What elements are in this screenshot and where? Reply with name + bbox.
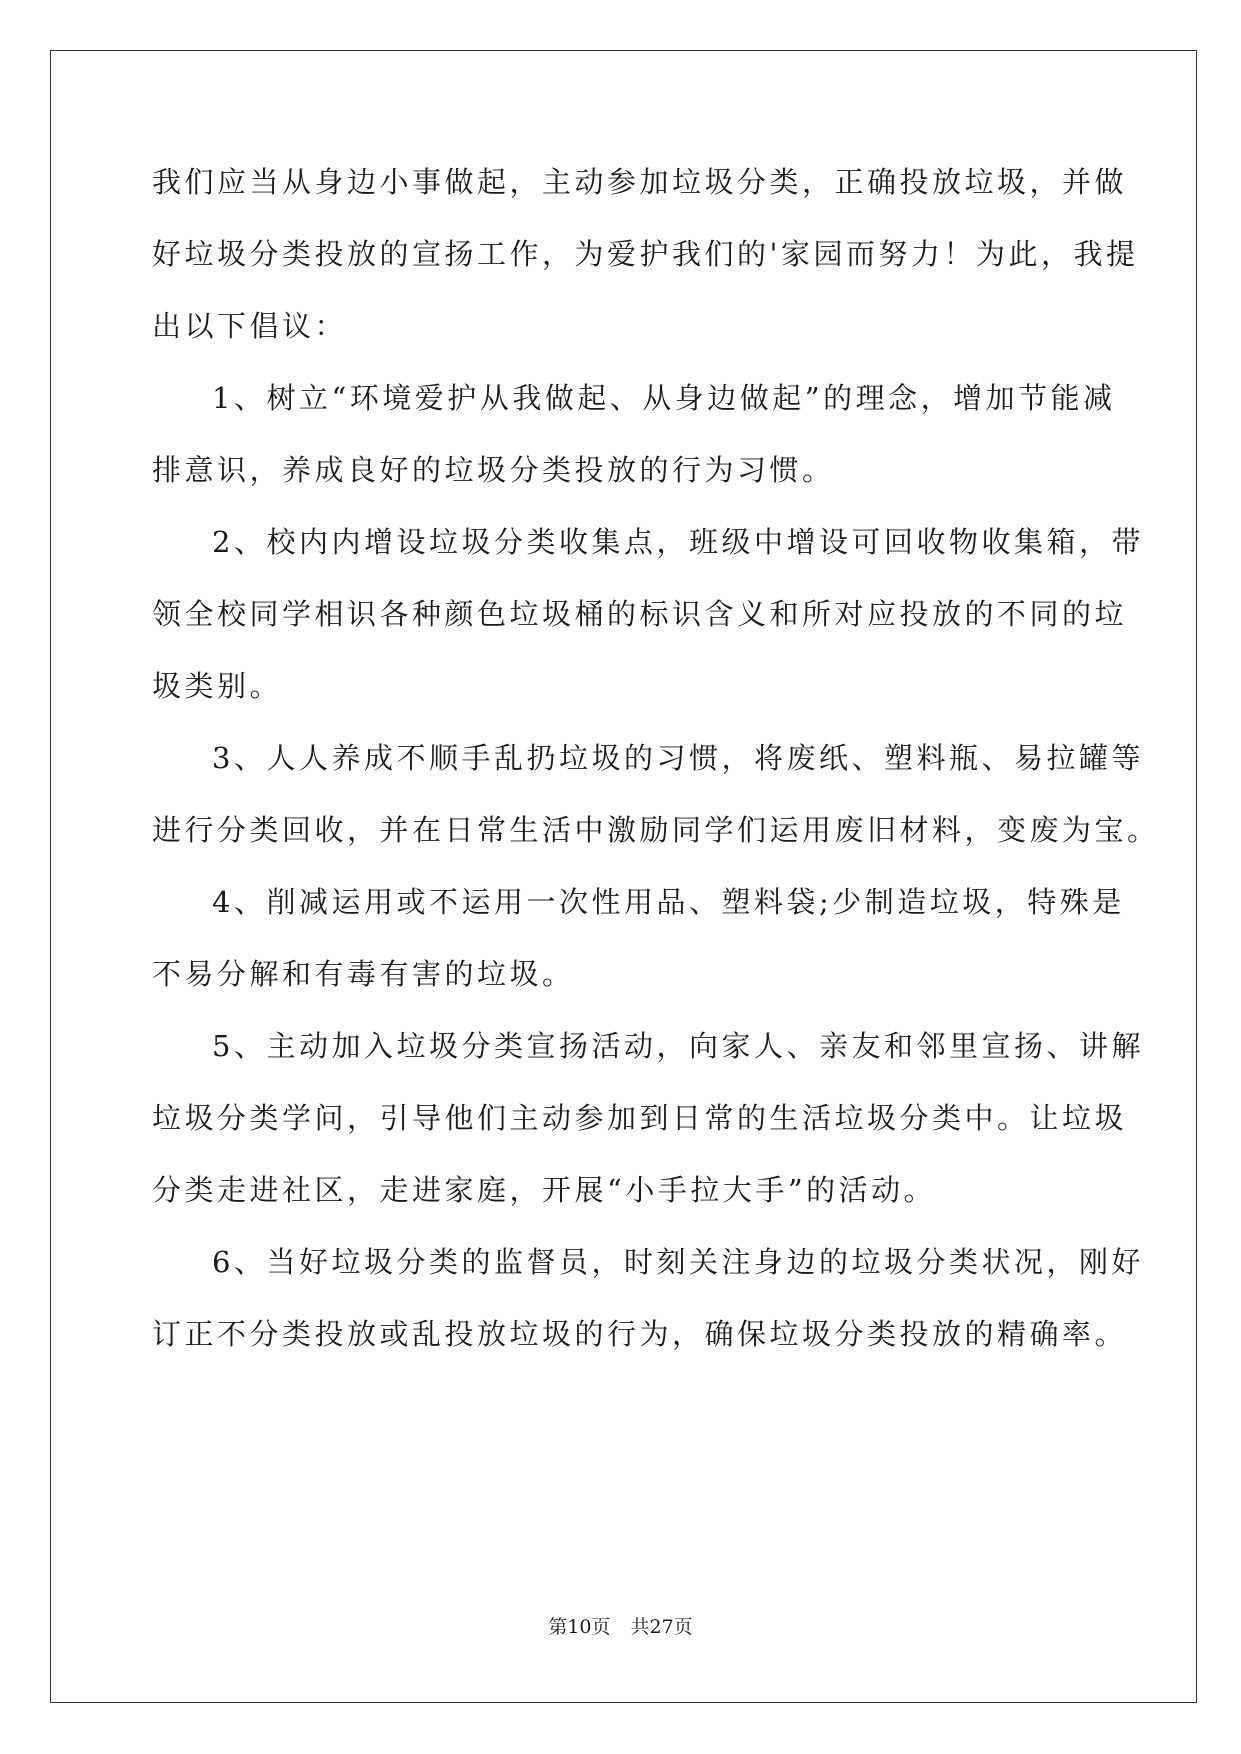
list-item-1-line: 1、树立“环境爱护从我做起、从身边做起”的理念，增加节能减 <box>212 381 1116 415</box>
list-item-6-line: 6、当好垃圾分类的监督员，时刻关注身边的垃圾分类状况，刚好 <box>212 1245 1144 1279</box>
text-line: 我们应当从身边小事做起，主动参加垃圾分类，正确投放垃圾，并做 <box>152 165 1128 199</box>
text-line: 领全校同学相识各种颜色垃圾桶的标识含义和所对应投放的不同的垃 <box>152 597 1128 631</box>
text-line: 不易分解和有毒有害的垃圾。 <box>152 957 575 991</box>
list-item-4-line: 4、削减运用或不运用一次性用品、塑料袋;少制造垃圾，特殊是 <box>212 885 1125 919</box>
text-line: 出以下倡议： <box>152 309 348 343</box>
page-total: 共27页 <box>630 1616 693 1638</box>
text-line: 垃圾分类学问，引导他们主动参加到日常的生活垃圾分类中。让垃圾 <box>152 1101 1128 1135</box>
text-line: 好垃圾分类投放的宣扬工作，为爱护我们的'家园而努力！为此，我提 <box>152 237 1139 271</box>
list-item-2-line: 2、校内内增设垃圾分类收集点，班级中增设可回收物收集箱，带 <box>212 525 1144 559</box>
text-line: 订正不分类投放或乱投放垃圾的行为，确保垃圾分类投放的精确率。 <box>152 1317 1128 1351</box>
list-item-3-line: 3、人人养成不顺手乱扔垃圾的习惯，将废纸、塑料瓶、易拉罐等 <box>212 741 1144 775</box>
page-border <box>50 50 1197 1703</box>
text-line: 排意识，养成良好的垃圾分类投放的行为习惯。 <box>152 453 835 487</box>
page-footer <box>0 1615 1241 1639</box>
text-line: 圾类别。 <box>152 669 283 703</box>
text-line: 进行分类回收，并在日常生活中激励同学们运用废旧材料，变废为宝。 <box>152 813 1160 847</box>
page-number: 第10页 <box>548 1616 611 1638</box>
text-line: 分类走进社区，走进家庭，开展“小手拉大手”的活动。 <box>152 1173 937 1207</box>
list-item-5-line: 5、主动加入垃圾分类宣扬活动，向家人、亲友和邻里宣扬、讲解 <box>212 1029 1144 1063</box>
